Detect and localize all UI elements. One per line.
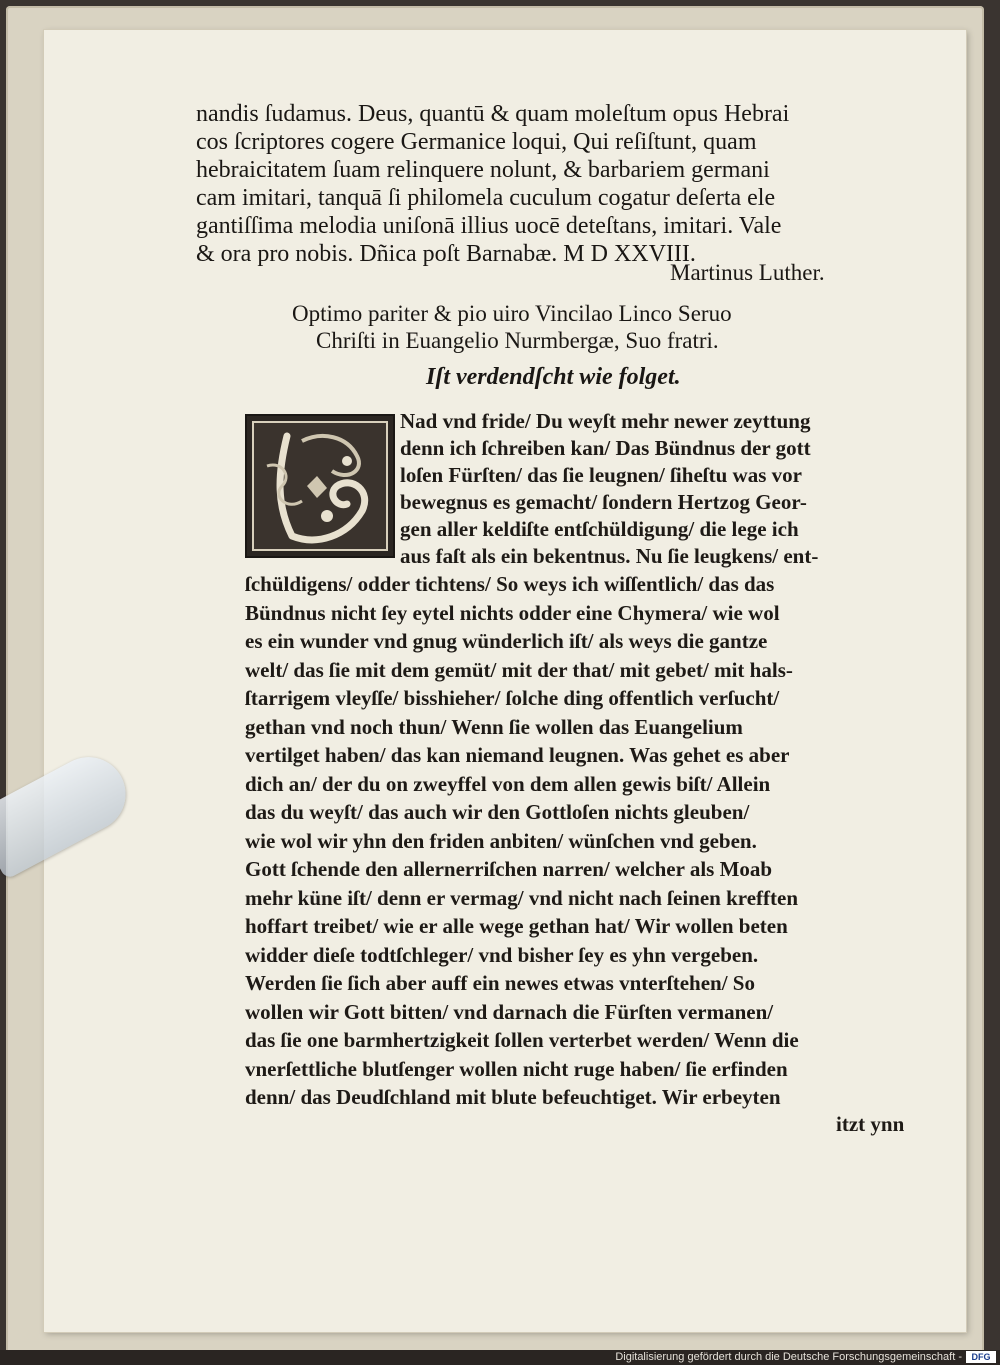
decorated-initial: [245, 414, 395, 558]
latin-line: nandis ſudamus. Deus, quantū & quam moleſtum opus Hebrai: [196, 101, 790, 127]
catchword: itzt ynn: [836, 1112, 905, 1136]
body-line: Nad vnd fride/ Du weyſt mehr newer zeyttung: [400, 409, 811, 433]
latin-line: & ora pro nobis. Dñica poſt Barnabæ. M D XXVIII.: [196, 241, 696, 267]
footer-credit: Digitalisierung gefördert durch die Deutsche Forschungsgemeinschaft -: [615, 1351, 962, 1363]
section-heading: Iſt verdendſcht wie folget.: [426, 364, 681, 390]
body-line: es ein wunder vnd gnug wünderlich iſt/ als weys die gantze: [245, 629, 768, 653]
latin-line: gantiſſima melodia uniſonā illius uocē deteſtans, imitari. Vale: [196, 213, 782, 239]
latin-paragraph: [196, 100, 936, 268]
signature: Martinus Luther.: [670, 260, 825, 285]
body-text-first: [400, 408, 936, 570]
body-line: das ſie one barmhertzigkeit ſollen verterbet werden/ Wenn die: [245, 1028, 799, 1052]
body-line: denn/ das Deudſchland mit blute befeuchtiget. Wir erbeyten: [245, 1085, 781, 1109]
body-line: hoffart treibet/ wie er alle wege gethan hat/ Wir wollen beten: [245, 914, 788, 938]
body-line: welt/ das ſie mit dem gemüt/ mit der that/ mit gebet/ mit hals-: [245, 657, 793, 682]
dfg-logo[interactable]: DFG: [966, 1351, 996, 1363]
address-line: Chriſti in Euangelio Nurmbergæ, Suo fratri.: [316, 328, 719, 353]
body-line: mehr küne iſt/ denn er vermag/ vnd nicht nach ſeinen krefften: [245, 885, 799, 910]
body-line: gen aller keldiſte entſchüldigung/ die lege ich: [400, 517, 799, 541]
body-line: dich an/ der du on zweyffel von dem allen gewis biſt/ Allein: [245, 771, 771, 796]
body-text: [245, 570, 937, 1112]
latin-line: cam imitari, tanquā ſi philomela cuculum cogatur deſerta ele: [196, 185, 776, 211]
body-line: ſtarrigem vleyſſe/ bisshieher/ ſolche ding offentlich verſucht/: [245, 686, 780, 710]
body-line: Bündnus nicht ſey eytel nichts odder eine Chymera/ wie wol: [245, 600, 780, 625]
body-line: loſen Fürſten/ das ſie leugnen/ ſiheſtu was vor: [400, 463, 802, 487]
body-line: vnerſettliche blutſenger wollen nicht ruge haben/ ſie erfinden: [245, 1056, 788, 1081]
body-line: denn ich ſchreiben kan/ Das Bündnus der gott: [400, 436, 811, 460]
body-line: ſchüldigens/ odder tichtens/ So weys ich wiſſentlich/ das das: [245, 572, 775, 596]
body-line: das du weyſt/ das auch wir den Gottloſen nichts gleuben/: [245, 800, 750, 824]
body-line: vertilget haben/ das kan niemand leugnen. Was gehet es aber: [245, 743, 790, 767]
body-line: widder dieſe todtſchleger/ vnd bisher ſey es yhn vergeben.: [245, 942, 759, 967]
body-line: Werden ſie ſich aber auff ein newes etwas vnterſtehen/ So: [245, 971, 755, 995]
body-line: bewegnus es gemacht/ ſondern Hertzog Geor-: [400, 490, 807, 514]
footer-bar: [0, 1350, 1000, 1365]
body-line: Gott ſchende den allernerriſchen narren/ welcher als Moab: [245, 857, 773, 881]
latin-line: cos ſcriptores cogere Germanice loqui, Qui reſiſtunt, quam: [196, 129, 757, 155]
body-line: wollen wir Gott bitten/ vnd darnach die Fürſten vermanen/: [245, 999, 774, 1024]
address-block: [292, 300, 732, 354]
body-line: wie wol wir yhn den friden anbiten/ wünſchen vnd geben.: [245, 828, 757, 853]
latin-line: hebraicitatem ſuam relinquere nolunt, & barbariem germani: [196, 157, 770, 183]
ornament-icon: [247, 416, 393, 556]
body-line: aus faſt als ein bekentnus. Nu ſie leugkens/ ent-: [400, 544, 819, 568]
body-line: gethan vnd noch thun/ Wenn ſie wollen das Euangelium: [245, 714, 743, 739]
address-line: Optimo pariter & pio uiro Vincilao Linco Seruo: [292, 301, 732, 326]
